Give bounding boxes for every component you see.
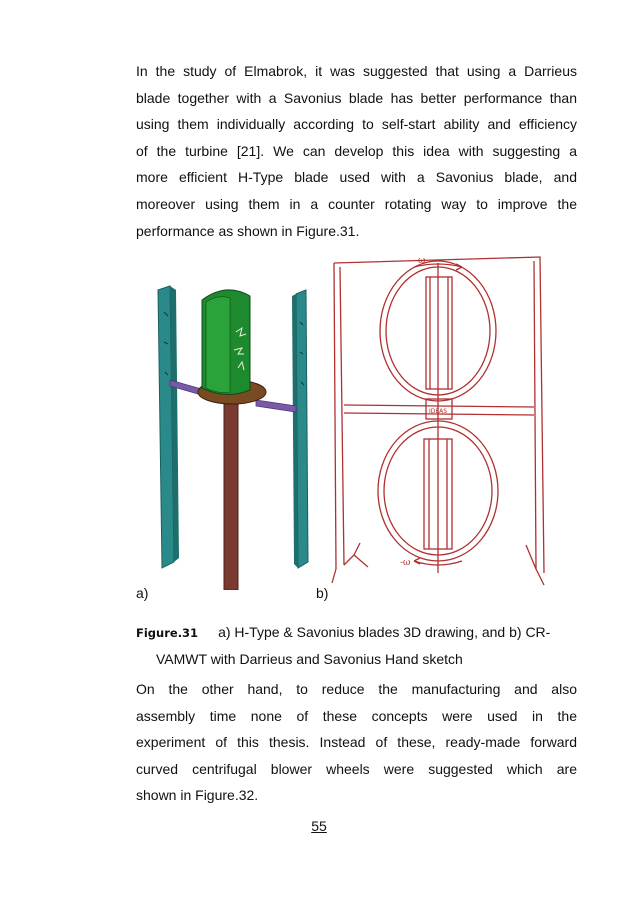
figure-number: Figure.31: [136, 626, 199, 640]
figure-b-hand-sketch: [330, 243, 548, 593]
text-line: experiment of this thesis. Instead of these, ready-made forward: [136, 734, 577, 751]
text-line: more efficient H-Type blade used with a Savonius blade, and: [136, 169, 577, 186]
text-line: blade together with a Savonius blade has better performance than: [136, 89, 577, 106]
sketch-ideas-text: IDEAS: [429, 408, 448, 415]
page-number: [0, 818, 638, 834]
text-line: moreover using them in a counter rotating way to improve the: [136, 195, 577, 212]
figure-a-3d-drawing: [146, 272, 312, 590]
page-number-text: 55: [311, 818, 327, 834]
sketch-arrow-bottom-label: -ω: [400, 558, 411, 568]
text-line: of the turbine [21]. We can develop this idea with suggesting a: [136, 142, 577, 159]
text-line: curved centrifugal blower wheels were suggested which are: [136, 760, 577, 777]
text-line: On the other hand, to reduce the manufacturing and also: [136, 681, 577, 697]
paragraph-elmabrok-study: [136, 58, 577, 244]
tower-shaft: [224, 402, 238, 590]
text-line: assembly time none of these concepts were used in the: [136, 707, 577, 724]
text-line: using them individually according to self-start ability and efficiency: [136, 116, 577, 133]
caption-line-1: a) H-Type & Savonius blades 3D drawing, and b) CR-: [218, 624, 551, 640]
text-line: In the study of Elmabrok, it was suggested that using a Darrieus: [136, 63, 577, 79]
figure-label-b: b): [316, 585, 329, 601]
right-h-blade: [296, 290, 308, 568]
figure-caption: [136, 619, 586, 672]
caption-line-2: VAMWT with Darrieus and Savonius Hand sketch: [156, 651, 463, 667]
right-arm: [256, 400, 296, 412]
figure-label-a: a): [136, 585, 149, 601]
text-line: shown in Figure.32.: [136, 787, 259, 804]
text-line: performance as shown in Figure.31.: [136, 222, 360, 239]
paragraph-manufacturing: [136, 676, 577, 809]
sketch-arrow-top-label: ω: [418, 256, 426, 266]
